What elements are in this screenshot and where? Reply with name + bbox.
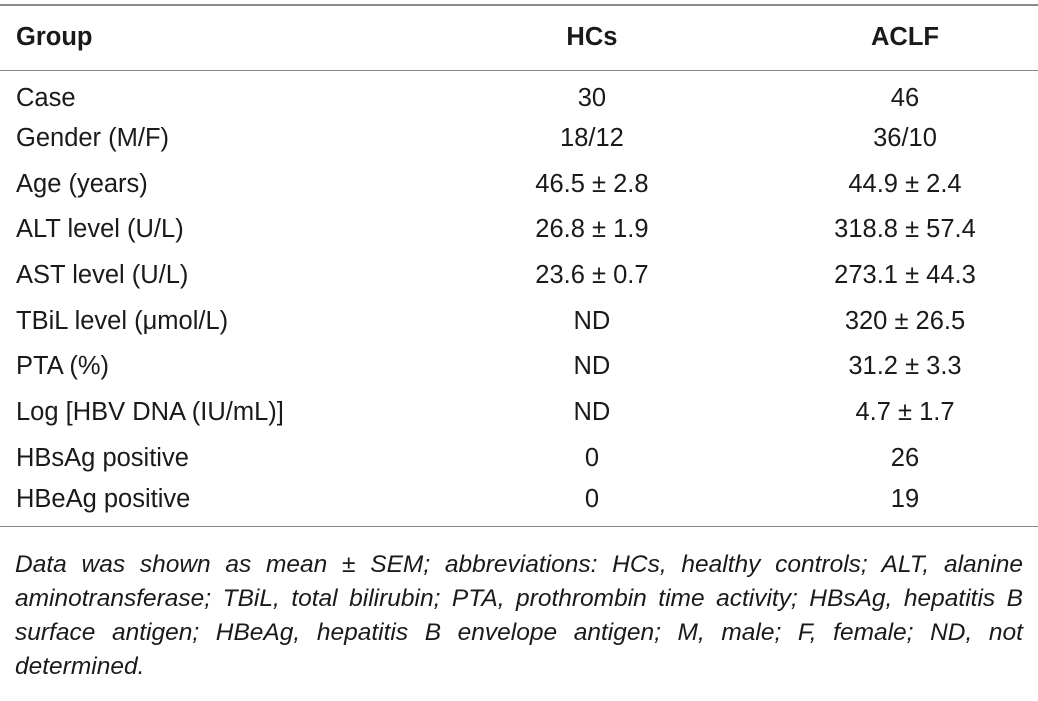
header-row [0, 5, 1038, 70]
aclf-value: 4.7 ± 1.7 [855, 398, 955, 427]
row-label: HBsAg positive [16, 443, 189, 472]
row-label: Case [16, 83, 76, 112]
row-label: Age (years) [16, 169, 148, 198]
aclf-value: 318.8 ± 57.4 [834, 215, 976, 244]
table-row [0, 390, 1038, 436]
table-body [0, 70, 1038, 527]
hcs-value: ND [573, 398, 611, 427]
hcs-value: 0 [584, 443, 600, 472]
aclf-value: 46 [890, 83, 920, 112]
table-row [0, 253, 1038, 299]
hcs-value: ND [573, 352, 611, 381]
hcs-value: 23.6 ± 0.7 [535, 261, 649, 290]
row-label: TBiL level (μmol/L) [16, 306, 229, 335]
table-row [0, 207, 1038, 253]
aclf-value: 320 ± 26.5 [844, 306, 966, 335]
row-label: Log [HBV DNA (IU/mL)] [16, 398, 284, 427]
hcs-value: 18/12 [560, 124, 624, 153]
table-row [0, 116, 1038, 162]
header-aclf: ACLF [870, 23, 939, 52]
header-group: Group [16, 23, 93, 52]
aclf-value: 26 [890, 443, 920, 472]
row-label: HBeAg positive [16, 485, 191, 514]
row-label: AST level (U/L) [16, 261, 189, 290]
hcs-value: 26.8 ± 1.9 [535, 215, 649, 244]
table-row [0, 161, 1038, 207]
table-footnote: Data was shown as mean ± SEM; abbreviations: HCs, healthy controls; ALT, alanine aminotransferase; TBiL, total bilirubin; PTA, prothrombin time activity; HBsAg, hepatitis B surface antigen; HBeAg, hepatitis B envelope antigen; M, male; F, female; ND, not determined. [15, 551, 1023, 680]
table-header [0, 5, 1038, 70]
table-row [0, 344, 1038, 390]
data-table [0, 4, 1038, 527]
row-label: Gender (M/F) [16, 124, 170, 153]
hcs-value: ND [573, 306, 611, 335]
aclf-value: 31.2 ± 3.3 [848, 352, 962, 381]
aclf-value: 19 [890, 485, 920, 514]
aclf-value: 44.9 ± 2.4 [848, 169, 962, 198]
row-label: PTA (%) [16, 352, 110, 381]
aclf-value: 273.1 ± 44.3 [834, 261, 976, 290]
hcs-value: 30 [577, 83, 607, 112]
header-hcs: HCs [566, 23, 618, 52]
hcs-value: 46.5 ± 2.8 [535, 169, 649, 198]
row-label: ALT level (U/L) [16, 215, 184, 244]
hcs-value: 0 [584, 485, 600, 514]
table-row [0, 436, 1038, 482]
aclf-value: 36/10 [873, 124, 937, 153]
table-row [0, 298, 1038, 344]
table-row [0, 481, 1038, 527]
table-row [0, 70, 1038, 116]
